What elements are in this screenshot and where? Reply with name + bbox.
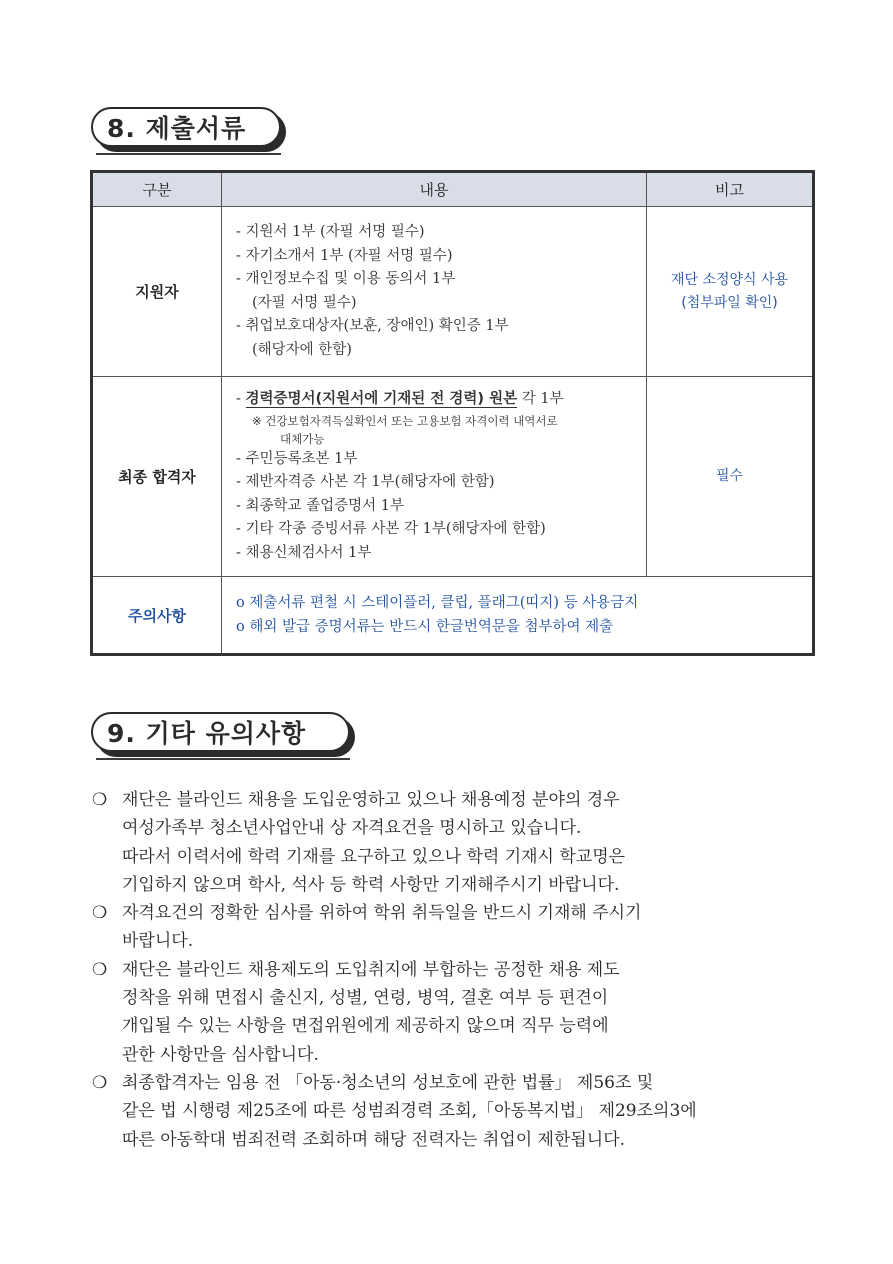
list-item (92, 899, 812, 956)
list-item: - 개인정보수집 및 이용 동의서 1부 (236, 271, 456, 287)
remark-final: 필수 (647, 377, 814, 577)
note-line: 관한 사항만을 심사합니다. (122, 1044, 319, 1065)
section-8-underline (96, 153, 281, 155)
note-line: 바랍니다. (122, 931, 194, 952)
note-line: 기입하지 않으며 학사, 석사 등 학력 사항만 기재해주시기 바랍니다. (122, 874, 620, 895)
note-line: 따라서 이력서에 학력 기재를 요구하고 있으나 학력 기재시 학교명은 (122, 846, 626, 867)
table-row-final (92, 377, 814, 577)
note-line: 재단은 블라인드 채용을 도입운영하고 있으나 채용예정 분야의 경우 (122, 790, 620, 810)
note-line: 개입될 수 있는 사항을 면접위원에게 제공하지 않으며 직무 능력에 (122, 1016, 609, 1037)
table-row-caution (92, 577, 814, 655)
note-line: 자격요건의 정확한 심사를 위하여 학위 취득일을 반드시 기재해 주시기 (122, 903, 642, 924)
content-caution (222, 577, 814, 655)
content-final (222, 377, 647, 577)
note-text (122, 786, 812, 899)
note-line: 최종합격자는 임용 전 「아동·청소년의 성보호에 관한 법률」 제56조 및 (122, 1072, 654, 1093)
category-applicant: 지원자 (92, 207, 222, 377)
table-header-row (92, 172, 814, 207)
list-item (92, 786, 812, 899)
header-content: 내용 (222, 172, 647, 207)
list-item (236, 388, 636, 412)
list-item: - 최종학교 졸업증명서 1부 (236, 497, 405, 514)
category-caution: 주의사항 (92, 577, 222, 655)
note-line: 재단은 블라인드 채용제도의 도입취지에 부합하는 공정한 채용 제도 (122, 959, 620, 980)
circle-bullet-icon: ❍ (92, 959, 108, 980)
circle-bullet-icon: ❍ (92, 790, 108, 810)
section-8-header (91, 107, 281, 147)
item-suffix: 각 1부 (517, 391, 564, 407)
header-remark: 비고 (647, 172, 814, 207)
list-item: - 주민등록초본 1부 (236, 450, 358, 467)
list-item: o 해외 발급 증명서류는 반드시 한글번역문을 첨부하여 제출 (236, 619, 614, 635)
remark-line: (첨부파일 확인) (681, 294, 778, 311)
list-item: - 취업보호대상자(보훈, 장애인) 확인증 1부 (236, 318, 509, 334)
note-text (122, 956, 812, 1069)
remark-applicant (647, 207, 814, 377)
circle-bullet-icon: ❍ (92, 1072, 108, 1093)
section-9-header (91, 712, 350, 752)
list-item (92, 956, 812, 1069)
list-item: - 채용신체검사서 1부 (236, 544, 372, 561)
list-item: (자필 서명 필수) (252, 294, 357, 311)
note-line: 정착을 위해 면접시 출신지, 성별, 연령, 병역, 결혼 여부 등 편견이 (122, 988, 609, 1009)
note-text (122, 1069, 812, 1154)
note-text (122, 899, 812, 956)
section-8-title: 8. 제출서류 (107, 114, 247, 143)
remark-line: 재단 소정양식 사용 (670, 271, 789, 288)
header-category: 구분 (92, 172, 222, 207)
list-item: o 제출서류 편철 시 스테이플러, 클립, 플래그(띠지) 등 사용금지 (236, 595, 639, 611)
table-row-applicant (92, 207, 814, 377)
submission-documents-table (90, 170, 815, 656)
note-line: 여성가족부 청소년사업안내 상 자격요건을 명시하고 있습니다. (122, 818, 582, 839)
note-line: 대체가능 (280, 431, 325, 446)
list-item: (해당자에 한함) (252, 341, 352, 358)
category-final: 최종 합격자 (92, 377, 222, 577)
list-item: - 자기소개서 1부 (자필 서명 필수) (236, 247, 453, 264)
career-certificate-emphasis: 경력증명서(지원서에 기재된 전 경력) 원본 (245, 391, 518, 407)
list-item: - 기타 각종 증빙서류 사본 각 1부(해당자에 한함) (236, 521, 546, 537)
item-prefix: - (236, 391, 246, 407)
list-item: - 지원서 1부 (자필 서명 필수) (236, 224, 425, 240)
other-notes-list (92, 786, 812, 1154)
note-line: 같은 법 시행령 제25조에 따른 성범죄경력 조회,「아동복지법」 제29조의3에 (122, 1101, 697, 1122)
section-9-underline (96, 758, 350, 760)
note-line: ※ 건강보험자격득실확인서 또는 고용보험 자격이력 내역서로 (252, 413, 558, 428)
list-item: - 제반자격증 사본 각 1부(해당자에 한함) (236, 474, 495, 490)
content-applicant (222, 207, 647, 377)
section-9-title: 9. 기타 유의사항 (107, 719, 307, 748)
note-line: 따른 아동학대 범죄전력 조회하며 해당 전력자는 취업이 제한됩니다. (122, 1129, 626, 1150)
list-item (92, 1069, 812, 1154)
circle-bullet-icon: ❍ (92, 903, 108, 924)
